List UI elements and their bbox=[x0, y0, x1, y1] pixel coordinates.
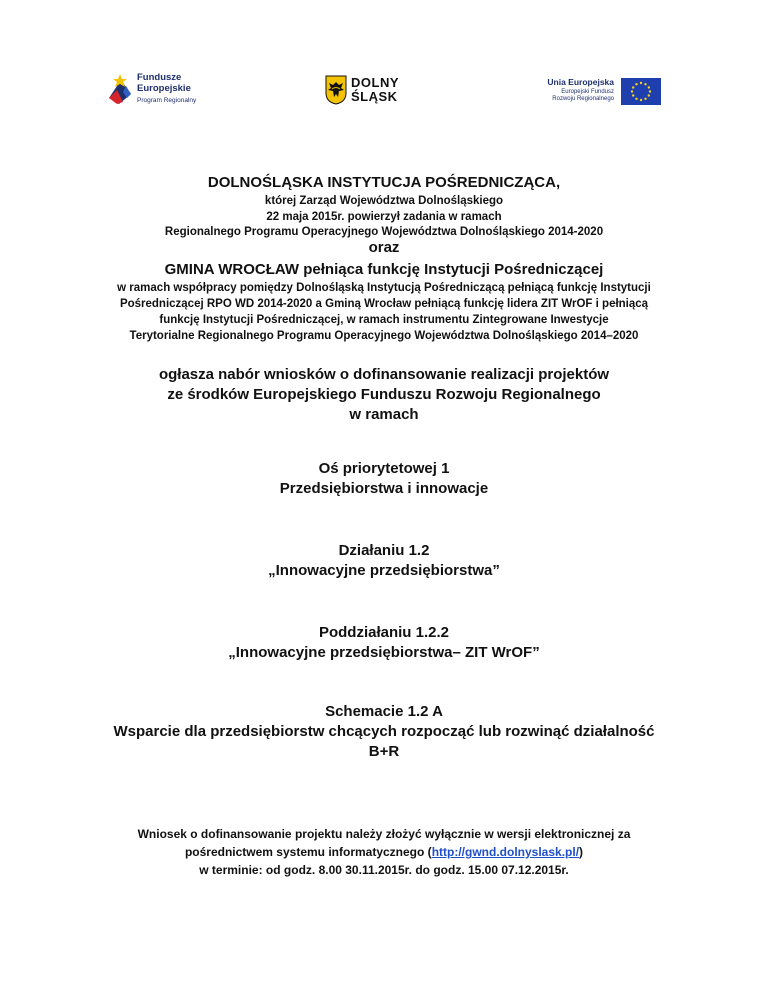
ds-line1: DOLNY bbox=[351, 75, 399, 90]
fe-star-icon bbox=[107, 72, 133, 106]
ds-line2: ŚLĄSK bbox=[351, 89, 398, 104]
header-sub1: której Zarząd Województwa Dolnośląskiego bbox=[264, 195, 504, 207]
fundusze-europejskie-logo bbox=[107, 70, 207, 110]
gwnd-link[interactable]: http://gwnd.dolnyslask.pl/ bbox=[431, 845, 580, 859]
announcement-line3: w ramach bbox=[349, 406, 419, 423]
subaction-line1: Poddziałaniu 1.2.2 bbox=[318, 624, 450, 641]
eu-line2: Europejski Fundusz bbox=[561, 89, 614, 95]
header-sub2: 22 maja 2015r. powierzył zadania w ramach bbox=[266, 211, 502, 223]
dolny-slask-logo bbox=[325, 75, 415, 109]
logo-bar bbox=[0, 70, 768, 110]
fe-line2: Europejskie bbox=[137, 83, 191, 94]
eu-line3: Rozwoju Regionalnego bbox=[552, 96, 614, 102]
axis-line1: Oś priorytetowej 1 bbox=[318, 460, 450, 477]
action-line1: Działaniu 1.2 bbox=[338, 542, 430, 559]
institution-title: DOLNOŚLĄSKA INSTYTUCJA POŚREDNICZĄCA, bbox=[207, 174, 561, 191]
scheme-line3: B+R bbox=[368, 743, 400, 760]
coop-line2: Pośredniczącej RPO WD 2014-2020 a Gminą Wrocław pełniącą funkcję lidera ZIT WrOF i pełniącą bbox=[119, 298, 649, 310]
footer-line1: Wniosek o dofinansowanie projektu należy złożyć wyłącznie w wersji elektronicznej za bbox=[137, 827, 631, 841]
announcement-line2: ze środków Europejskiego Funduszu Rozwoju Regionalnego bbox=[167, 386, 601, 403]
eu-flag-icon bbox=[621, 78, 661, 105]
footer-line2-post: ) bbox=[579, 845, 584, 859]
unia-europejska-logo bbox=[545, 75, 665, 109]
footer-line2-pre: pośrednictwem systemu informatycznego ( bbox=[184, 845, 432, 859]
footer-line3: w terminie: od godz. 8.00 30.11.2015r. do godz. 15.00 07.12.2015r. bbox=[199, 863, 569, 877]
scheme-line1: Schemacie 1.2 A bbox=[325, 703, 443, 720]
action-line2: „Innowacyjne przedsiębiorstwa” bbox=[268, 562, 500, 579]
scheme-line2: Wsparcie dla przedsiębiorstw chcących rozpocząć lub rozwinąć działalność bbox=[113, 723, 655, 740]
coop-line3: funkcję Instytucji Pośredniczącej, w ramach instrumentu Zintegrowane Inwestycje bbox=[159, 314, 609, 326]
gmina-title: GMINA WROCŁAW pełniąca funkcję Instytucji Pośredniczącej bbox=[164, 261, 604, 278]
header-sub3: Regionalnego Programu Operacyjnego Województwa Dolnośląskiego 2014-2020 bbox=[164, 226, 604, 238]
fe-line3: Program Regionalny bbox=[137, 97, 197, 104]
axis-line2: Przedsiębiorstwa i innowacje bbox=[279, 480, 489, 497]
subaction-line2: „Innowacyjne przedsiębiorstwa– ZIT WrOF” bbox=[228, 644, 540, 661]
footer-line2 bbox=[0, 845, 768, 859]
eagle-shield-icon bbox=[325, 75, 347, 105]
eu-line1: Unia Europejska bbox=[547, 77, 614, 87]
fe-line1: Fundusze bbox=[137, 72, 182, 83]
oraz-label: oraz bbox=[368, 239, 400, 256]
announcement-line1: ogłasza nabór wniosków o dofinansowanie realizacji projektów bbox=[158, 366, 610, 383]
coop-line1: w ramach współpracy pomiędzy Dolnośląską Instytucją Pośredniczącą pełniącą funkcję Instytucji bbox=[117, 282, 651, 294]
coop-line4: Terytorialne Regionalnego Programu Operacyjnego Województwa Dolnośląskiego 2014–2020 bbox=[129, 330, 639, 342]
